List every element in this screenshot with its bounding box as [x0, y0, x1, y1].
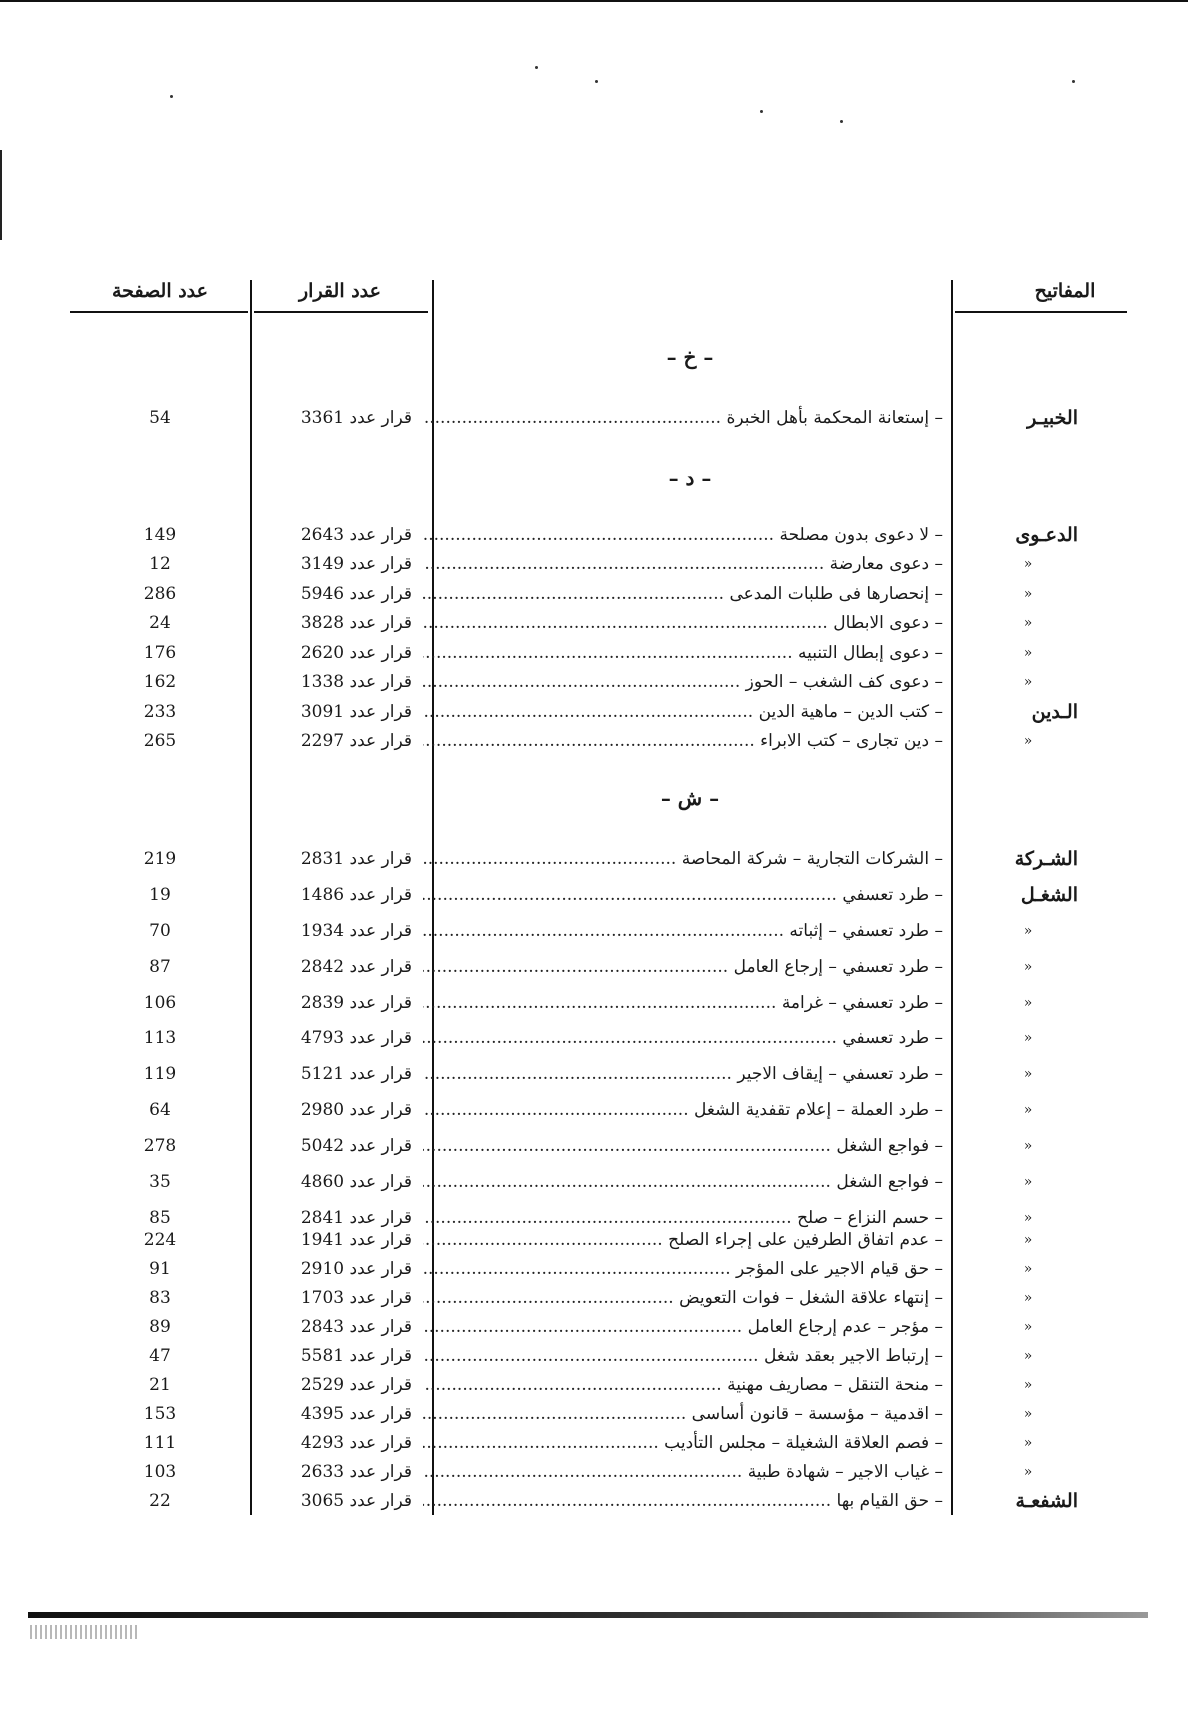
- decision-number: قرار عدد 2643: [300, 525, 412, 545]
- header-decision-no: عدد القرار: [298, 280, 381, 302]
- keyword: الشغـل: [1020, 884, 1078, 906]
- decision-number: قرار عدد 3149: [300, 554, 412, 574]
- ditto-mark: »: [1023, 733, 1033, 749]
- decision-number: قرار عدد 2980: [300, 1100, 412, 1120]
- keyword: الدعـوى: [1015, 524, 1078, 546]
- scan-speck: [760, 110, 763, 113]
- entry-description: – غياب الاجير – شهادة طبية .....: [423, 1458, 943, 1486]
- index-row: [0, 668, 1188, 696]
- page-number: 176: [143, 643, 177, 663]
- entry-description: – حق قيام الاجير على المؤجر .....: [423, 1255, 943, 1283]
- page-number: 85: [149, 1208, 171, 1228]
- ditto-mark: »: [1023, 923, 1033, 939]
- page-number: 89: [149, 1317, 171, 1337]
- page-number: 47: [149, 1346, 171, 1366]
- entry-description: – فصم العلاقة الشغيلة – مجلس التأديب .....: [423, 1429, 943, 1457]
- page-number: 91: [149, 1259, 171, 1279]
- page-number: 64: [149, 1100, 171, 1120]
- ditto-mark: »: [1023, 674, 1033, 690]
- ditto-mark: »: [1023, 1319, 1033, 1335]
- index-row: [0, 881, 1188, 909]
- scan-speck: [595, 80, 598, 83]
- ditto-mark: »: [1023, 1290, 1033, 1306]
- entry-description: – دعوى معارضة .....: [423, 550, 943, 578]
- entry-description: – مؤجر – عدم إرجاع العامل .....: [423, 1313, 943, 1341]
- decision-number: قرار عدد 2843: [300, 1317, 412, 1337]
- scan-speck: [535, 66, 538, 69]
- scan-bottom-edge: [28, 1612, 1148, 1618]
- entry-description: – حق القيام بها .....: [423, 1487, 943, 1515]
- header-keys: المفاتيح: [1034, 280, 1096, 302]
- page-number: 19: [149, 885, 171, 905]
- decision-number: قرار عدد 1941: [300, 1230, 412, 1250]
- decision-number: قرار عدد 3828: [300, 613, 412, 633]
- page-number: 153: [143, 1404, 177, 1424]
- index-row: [0, 1458, 1188, 1486]
- index-row: [0, 1313, 1188, 1341]
- ditto-mark: »: [1023, 1406, 1033, 1422]
- ditto-mark: »: [1023, 1138, 1033, 1154]
- page-number: 265: [143, 731, 177, 751]
- ditto-mark: »: [1023, 959, 1033, 975]
- decision-number: قرار عدد 1703: [300, 1288, 412, 1308]
- entry-description: – طرد تعسفي – إيقاف الاجير .....: [423, 1060, 943, 1088]
- decision-number: قرار عدد 3065: [300, 1491, 412, 1511]
- page-number: 70: [149, 921, 171, 941]
- decision-number: قرار عدد 1486: [300, 885, 412, 905]
- ditto-mark: »: [1023, 1435, 1033, 1451]
- index-row: [0, 845, 1188, 873]
- index-row: [0, 639, 1188, 667]
- entry-description: – فواجع الشغل .....: [423, 1168, 943, 1196]
- index-row: [0, 953, 1188, 981]
- page-number: 119: [143, 1064, 177, 1084]
- index-row: [0, 1371, 1188, 1399]
- scan-speck: [840, 120, 843, 123]
- entry-description: – دعوى الابطال .....: [423, 609, 943, 637]
- page-number: 21: [149, 1375, 171, 1395]
- decision-number: قرار عدد 2633: [300, 1462, 412, 1482]
- entry-description: – عدم اتفاق الطرفين على إجراء الصلح .....: [423, 1226, 943, 1254]
- entry-description: – دين تجارى – كتب الابراء .....: [423, 727, 943, 755]
- entry-description: – الشركات التجارية – شركة المحاصة .....: [423, 845, 943, 873]
- decision-number: قرار عدد 3361: [300, 408, 412, 428]
- section-letter: – خ –: [666, 345, 714, 369]
- page-number: 219: [143, 849, 177, 869]
- ditto-mark: »: [1023, 556, 1033, 572]
- page-number: 87: [149, 957, 171, 977]
- page-number: 224: [143, 1230, 177, 1250]
- entry-description: – دعوى كف الشغب – الحوز .....: [423, 668, 943, 696]
- entry-description: – إستعانة المحكمة بأهل الخبرة .....: [423, 404, 943, 432]
- page-number: 24: [149, 613, 171, 633]
- keyword: الـدين: [1031, 701, 1078, 723]
- entry-description: – إرتباط الاجير بعقد شغل .....: [423, 1342, 943, 1370]
- ditto-mark: »: [1023, 1102, 1033, 1118]
- ditto-mark: »: [1023, 1348, 1033, 1364]
- ditto-mark: »: [1023, 1030, 1033, 1046]
- index-row: [0, 1429, 1188, 1457]
- ditto-mark: »: [1023, 1464, 1033, 1480]
- scan-speck: [170, 95, 173, 98]
- keyword: الشفعـة: [1015, 1490, 1078, 1512]
- entry-description: – دعوى إبطال التنبيه .....: [423, 639, 943, 667]
- header-underline-decision: [254, 311, 428, 313]
- decision-number: قرار عدد 4395: [300, 1404, 412, 1424]
- entry-description: – إنحصارها فى طلبات المدعى .....: [423, 580, 943, 608]
- page-number: 149: [143, 525, 177, 545]
- decision-number: قرار عدد 2297: [300, 731, 412, 751]
- entry-description: – طرد العملة – إعلام تقفدية الشغل .....: [423, 1096, 943, 1124]
- entry-description: – منحة التنقل – مصاريف مهنية .....: [423, 1371, 943, 1399]
- index-row: [0, 727, 1188, 755]
- decision-number: قرار عدد 2620: [300, 643, 412, 663]
- ditto-mark: »: [1023, 1232, 1033, 1248]
- page-number: 103: [143, 1462, 177, 1482]
- decision-number: قرار عدد 1934: [300, 921, 412, 941]
- index-row: [0, 1226, 1188, 1254]
- page-number: 278: [143, 1136, 177, 1156]
- ditto-mark: »: [1023, 1377, 1033, 1393]
- index-row: [0, 1024, 1188, 1052]
- section-letter: – ش –: [660, 786, 720, 810]
- keyword: الخبيـر: [1027, 407, 1078, 429]
- page-number: 22: [149, 1491, 171, 1511]
- decision-number: قرار عدد 5042: [300, 1136, 412, 1156]
- index-row: [0, 1096, 1188, 1124]
- decision-number: قرار عدد 2910: [300, 1259, 412, 1279]
- scan-top-edge: [0, 0, 1188, 2]
- decision-number: قرار عدد 5121: [300, 1064, 412, 1084]
- page-number: 113: [143, 1028, 177, 1048]
- entry-description: – لا دعوى بدون مصلحة .....: [423, 521, 943, 549]
- ditto-mark: »: [1023, 995, 1033, 1011]
- decision-number: قرار عدد 2841: [300, 1208, 412, 1228]
- index-row: [0, 917, 1188, 945]
- index-row: [0, 1168, 1188, 1196]
- decision-number: قرار عدد 3091: [300, 702, 412, 722]
- entry-description: – طرد تعسفي .....: [423, 881, 943, 909]
- ditto-mark: »: [1023, 1261, 1033, 1277]
- decision-number: قرار عدد 2842: [300, 957, 412, 977]
- entry-description: – حسم النزاع – صلح .....: [423, 1204, 943, 1232]
- decision-number: قرار عدد 1338: [300, 672, 412, 692]
- ditto-mark: »: [1023, 645, 1033, 661]
- header-underline-keys: [955, 311, 1127, 313]
- index-row: [0, 609, 1188, 637]
- page-number: 162: [143, 672, 177, 692]
- page-number: 233: [143, 702, 177, 722]
- entry-description: – طرد تعسفي .....: [423, 1024, 943, 1052]
- ditto-mark: »: [1023, 1066, 1033, 1082]
- entry-description: – إنتهاء علاقة الشغل – فوات التعويض .....: [423, 1284, 943, 1312]
- entry-description: – طرد تعسفي – إثباته .....: [423, 917, 943, 945]
- index-row: [0, 1060, 1188, 1088]
- entry-description: – فواجع الشغل .....: [423, 1132, 943, 1160]
- scan-smudge: [30, 1625, 140, 1639]
- index-row: [0, 550, 1188, 578]
- index-row: [0, 989, 1188, 1017]
- page-number: 12: [149, 554, 171, 574]
- page-number: 83: [149, 1288, 171, 1308]
- section-letter: – د –: [668, 466, 712, 490]
- page-number: 111: [143, 1433, 177, 1453]
- decision-number: قرار عدد 4293: [300, 1433, 412, 1453]
- decision-number: قرار عدد 2831: [300, 849, 412, 869]
- page-number: 106: [143, 993, 177, 1013]
- page-number: 54: [149, 408, 171, 428]
- index-row: [0, 1255, 1188, 1283]
- index-row: [0, 521, 1188, 549]
- ditto-mark: »: [1023, 615, 1033, 631]
- header-underline-page: [70, 311, 248, 313]
- scan-left-edge: [0, 150, 2, 240]
- ditto-mark: »: [1023, 1210, 1033, 1226]
- scan-speck: [1072, 80, 1075, 83]
- page-number: 286: [143, 584, 177, 604]
- keyword: الشـركة: [1014, 848, 1078, 870]
- decision-number: قرار عدد 5946: [300, 584, 412, 604]
- index-row: [0, 1284, 1188, 1312]
- ditto-mark: »: [1023, 1174, 1033, 1190]
- entry-description: – طرد تعسفي – غرامة .....: [423, 989, 943, 1017]
- index-row: [0, 1400, 1188, 1428]
- page-number: 35: [149, 1172, 171, 1192]
- entry-description: – اقدمية – مؤسسة – قانون أساسى .....: [423, 1400, 943, 1428]
- index-row: [0, 1132, 1188, 1160]
- decision-number: قرار عدد 4860: [300, 1172, 412, 1192]
- entry-description: – كتب الدين – ماهية الدين .....: [423, 698, 943, 726]
- header-page-no: عدد الصفحة: [112, 280, 208, 302]
- decision-number: قرار عدد 4793: [300, 1028, 412, 1048]
- index-row: [0, 580, 1188, 608]
- entry-description: – طرد تعسفي – إرجاع العامل .....: [423, 953, 943, 981]
- index-row: [0, 404, 1188, 432]
- decision-number: قرار عدد 5581: [300, 1346, 412, 1366]
- ditto-mark: »: [1023, 586, 1033, 602]
- decision-number: قرار عدد 2839: [300, 993, 412, 1013]
- index-row: [0, 1342, 1188, 1370]
- decision-number: قرار عدد 2529: [300, 1375, 412, 1395]
- index-row: [0, 1487, 1188, 1515]
- index-row: [0, 698, 1188, 726]
